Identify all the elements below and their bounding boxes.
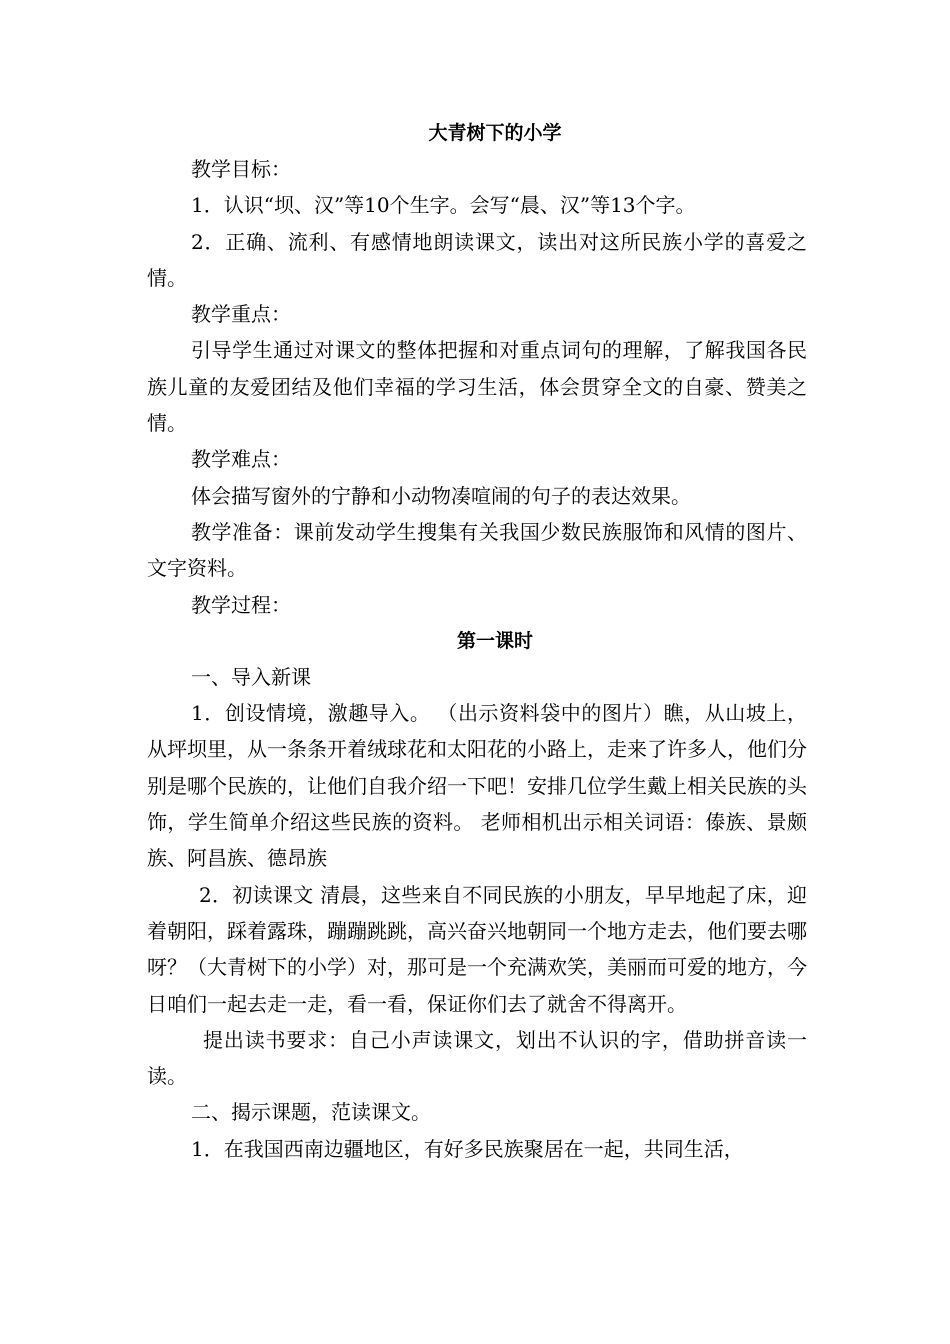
step-2-item-1: 1．在我国西南边疆地区，有好多民族聚居在一起，共同生活， [191,1136,744,1161]
key-points-text: 引导学生通过对课文的整体把握和对重点词句的理解，了解我国各民族儿童的友爱团结及他们幸福的学习生活，体会贯穿全文的自豪、赞美之情。 [147,338,807,436]
step-1-item-2: 2．初读课文 清晨，这些来自不同民族的小朋友，早早地起了床，迎着朝阳，踩着露珠，蹦蹦跳跳，高兴奋兴地朝同一个地方走去，他们要去哪呀？（大青树下的小学）对，那可是一个充满欢笑，美丽而可爱的地方，今日咱们一起去走一走，看一看，保证你们去了就舍不得离开。 [147,882,807,1016]
step-1-item-1: 1．创设情境，激趣导入。 （出示资料袋中的图片）瞧，从山坡上，从坪坝里，从一条条开着绒球花和太阳花的小路上，走来了许多人，他们分别是哪个民族的，让他们自我介绍一下吧！安排几位学生戴上相关民族的头饰，学生简单介绍这些民族的资料。 老师相机出示相关词语：傣族、景颇族、阿昌族、德昂族 [147,701,807,871]
step-2-heading: 二、揭示课题，范读课文。 [191,1100,431,1125]
document-page [147,115,807,1167]
heading-objectives: 教学目标： [191,157,291,181]
objective-2: 2．正确、流利、有感情地朗读课文，读出对这所民族小学的喜爱之情。 [147,229,807,290]
reading-requirement: 提出读书要求：自己小声读课文，划出不认识的字，借助拼音读一读。 [147,1027,807,1089]
step-1-heading: 一、导入新课 [191,664,311,689]
preparation-text: 教学准备：课前发动学生搜集有关我国少数民族服饰和风情的图片、文字资料。 [147,519,807,581]
document-title: 大青树下的小学 [428,122,562,144]
heading-process: 教学过程： [191,592,291,617]
heading-key-points: 教学重点： [191,302,291,327]
section-title: 第一课时 [456,629,533,652]
heading-difficulties: 教学难点： [191,447,291,472]
objective-1: 1．认识“坝、汉”等10个生字。会写“晨、汉”等13个字。 [191,193,696,218]
difficulties-text: 体会描写窗外的宁静和小动物凑喧闹的句子的表达效果。 [191,483,691,508]
